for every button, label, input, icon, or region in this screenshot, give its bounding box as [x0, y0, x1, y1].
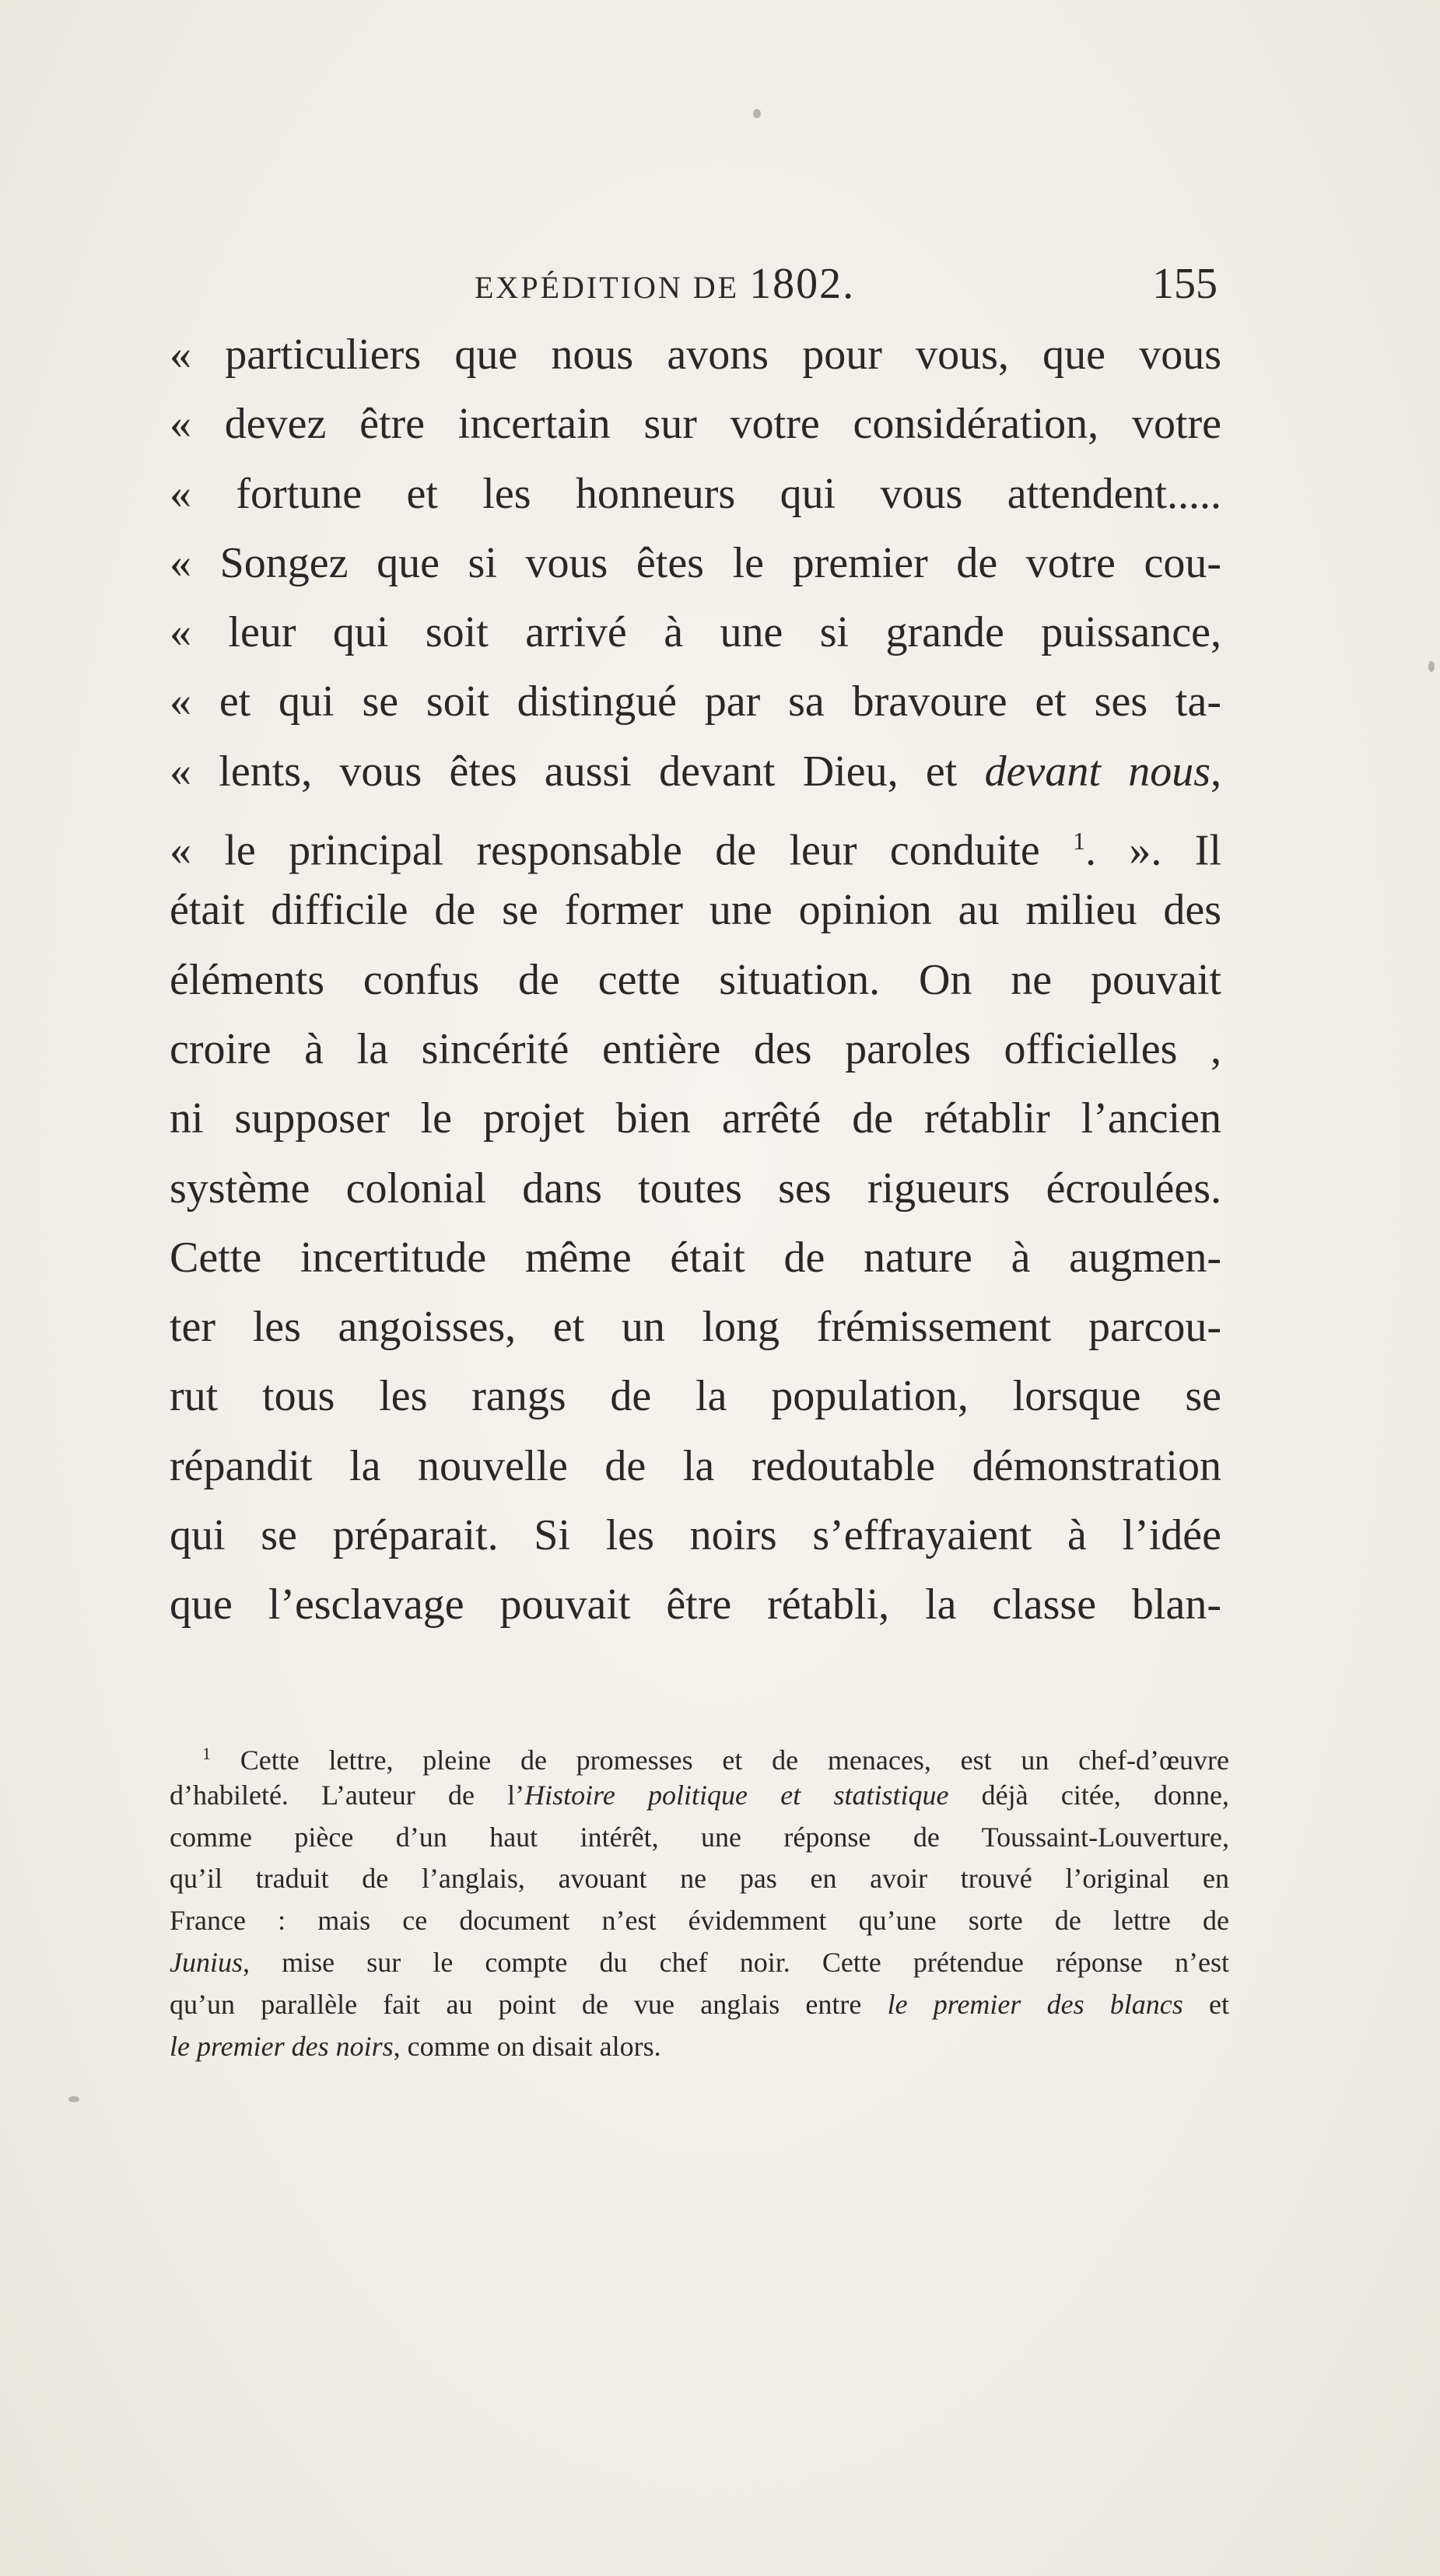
footnote-marker: 1 — [202, 1744, 211, 1763]
footnote-reference: 1 — [1073, 827, 1086, 856]
text-line: Cette incertitude même était de nature à augmen- — [170, 1233, 1221, 1282]
footnote-line — [170, 1942, 1229, 1984]
text-line: qui se préparait. Si les noirs s’effrayaient à l’idée — [170, 1511, 1221, 1560]
text-line: était difficile de se former une opinion au milieu des — [170, 886, 1221, 935]
text-line: « leur qui soit arrivé à une si grande puissance, — [170, 608, 1221, 657]
text-run: , comme on disait alors. — [393, 2030, 661, 2062]
footnote — [170, 1733, 1229, 2067]
page-speck — [753, 109, 761, 118]
text-run: , — [1211, 747, 1221, 796]
text-line: « et qui se soit distingué par sa bravoure et ses ta- — [170, 677, 1221, 726]
footnote-line — [170, 1984, 1229, 2026]
text-line: ter les angoisses, et un long frémissement parcou- — [170, 1303, 1221, 1352]
page-number: 155 — [1152, 260, 1218, 308]
text-run: qu’un parallèle fait au point de vue anglais entre — [170, 1988, 888, 2020]
running-title — [475, 257, 855, 315]
text-run: « le principal responsable de leur conduite — [170, 826, 1074, 875]
running-title-year: 1802. — [749, 260, 856, 308]
text-line: que l’esclavage pouvait être rétabli, la classe blan- — [170, 1580, 1221, 1629]
page-speck — [1428, 661, 1435, 672]
text-line — [170, 807, 1221, 876]
text-line: « Songez que si vous êtes le premier de votre cou- — [170, 538, 1221, 587]
italic-phrase: le premier des noirs — [170, 2030, 394, 2062]
footnote-line: comme pièce d’un haut intérêt, une réponse de Toussaint-Louverture, — [170, 1821, 1229, 1853]
footnote-line: France : mais ce document n’est évidemment qu’une sorte de lettre de — [170, 1905, 1229, 1937]
text-line: éléments confus de cette situation. On ne pouvait — [170, 955, 1221, 1004]
italic-phrase: devant nous — [984, 747, 1211, 796]
text-run: . ». Il — [1085, 826, 1221, 875]
italic-phrase: le premier des blancs — [887, 1988, 1183, 2020]
text-line: rut tous les rangs de la population, lorsque se — [170, 1372, 1221, 1421]
text-line: répandit la nouvelle de la redoutable démonstration — [170, 1441, 1221, 1490]
running-title-lead: EXPÉDITION DE — [475, 270, 750, 305]
page-header — [167, 257, 1256, 311]
text-run: déjà citée, donne, — [948, 1779, 1229, 1811]
footnote-line: qu’il traduit de l’anglais, avouant ne pas en avoir trouvé l’original en — [170, 1863, 1229, 1895]
text-line: « devez être incertain sur votre considération, votre — [170, 400, 1221, 449]
text-run: « lents, vous êtes aussi devant Dieu, et — [170, 747, 985, 796]
page-speck — [68, 2096, 79, 2102]
footnote-line — [170, 2026, 1229, 2068]
text-run: Cette lettre, pleine de promesses et de menaces, est un chef-d’œuvre — [240, 1745, 1229, 1776]
text-line: ni supposer le projet bien arrêté de rétablir l’ancien — [170, 1094, 1221, 1143]
text-line: croire à la sincérité entière des paroles officielles , — [170, 1024, 1221, 1073]
text-run: , mise sur le compte du chef noir. Cette prétendue réponse n’est — [243, 1946, 1229, 1978]
text-line: « fortune et les honneurs qui vous attendent..... — [170, 469, 1221, 518]
text-run: et — [1182, 1988, 1229, 2020]
text-line: « particuliers que nous avons pour vous, que vous — [170, 331, 1221, 379]
main-text — [170, 320, 1221, 1640]
italic-phrase: Junius — [170, 1946, 243, 1978]
footnote-line — [170, 1733, 1229, 1775]
italic-phrase: Histoire politique et statistique — [524, 1779, 949, 1811]
text-line — [170, 737, 1221, 807]
text-run: d’habileté. L’auteur de l’ — [170, 1779, 525, 1811]
text-line: système colonial dans toutes ses rigueurs écroulées. — [170, 1164, 1221, 1213]
footnote-line — [170, 1775, 1229, 1817]
